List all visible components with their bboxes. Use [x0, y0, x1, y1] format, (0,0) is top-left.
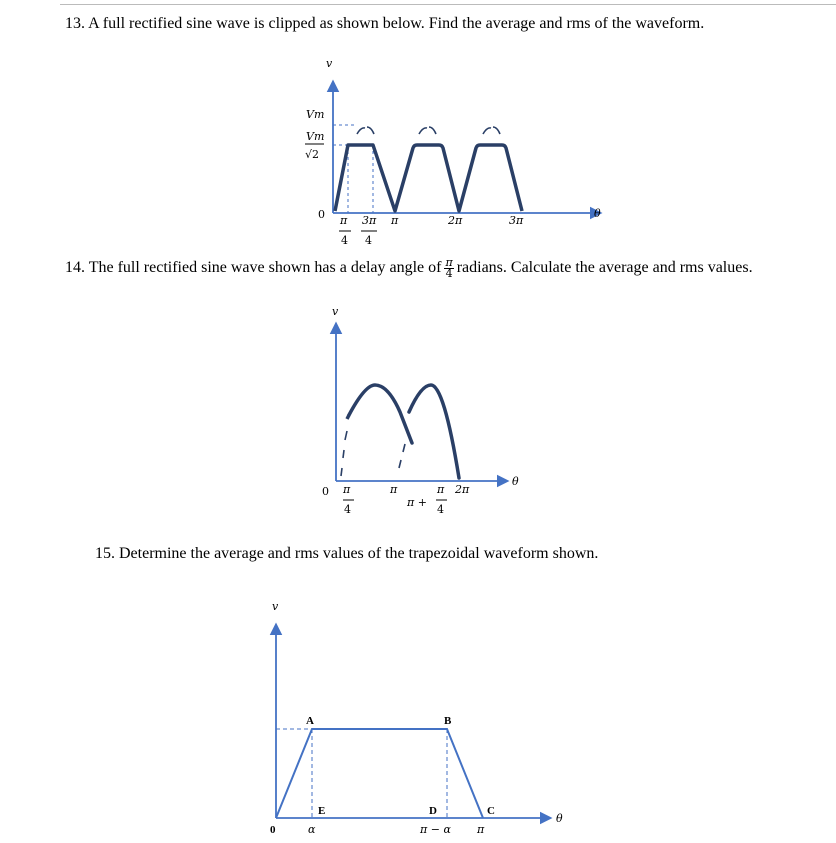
fig13-vm-sqrt-den: √2 — [305, 148, 320, 161]
figure-15 — [270, 600, 563, 836]
fig14-conducting-waveform — [349, 385, 459, 478]
fig14-pulse-start — [347, 415, 349, 419]
fig13-pi-label: π — [391, 214, 399, 227]
question-14-part1: 14. The full rectified sine wave shown has a delay angle of — [65, 259, 442, 276]
fig14-pi-label: π — [390, 483, 398, 496]
fig15-theta-label: θ — [556, 812, 563, 825]
fraction-denominator: 4 — [445, 266, 453, 280]
fig14-dashed-seg-1 — [341, 468, 342, 476]
fig15-pi-minus-alpha: π − α — [420, 823, 451, 836]
fig15-origin: 0 — [270, 824, 276, 836]
fig15-point-c: C — [487, 805, 495, 817]
fig14-pi4-den: 4 — [344, 503, 351, 516]
fig14-pi4b-den: 4 — [437, 503, 444, 516]
fig15-pi-label: π — [477, 823, 485, 836]
fig14-pi-plus: π + — [407, 496, 427, 509]
fig15-point-d: D — [429, 805, 437, 817]
fig15-point-a: A — [306, 715, 314, 727]
figure-13 — [305, 57, 601, 247]
fig13-3pi4-den: 4 — [365, 234, 372, 247]
fig13-vm-sqrt-num: Vm — [306, 130, 325, 143]
question-15-text: 15. Determine the average and rms values of the trapezoidal waveform shown. — [95, 545, 599, 562]
fig14-dashed-seg-4 — [399, 460, 401, 468]
figure-14 — [322, 305, 519, 516]
fig13-v-label: v — [326, 57, 333, 70]
fig14-pi4-num: π — [343, 483, 351, 496]
fig13-clipped-waveform — [335, 145, 522, 211]
fig14-pi4b-num: π — [437, 483, 445, 496]
fig15-alpha-label: α — [308, 823, 316, 836]
fig15-trapezoid — [276, 729, 483, 818]
fig14-dashed-seg-2 — [343, 450, 344, 458]
fig13-dashed-peak-1 — [357, 127, 374, 134]
fig13-2pi-label: 2π — [448, 214, 463, 227]
fig13-dashed-peak-2 — [419, 127, 436, 134]
fig13-3pi-label: 3π — [509, 214, 524, 227]
fig13-origin: 0 — [318, 208, 325, 221]
question-13-text: 13. A full rectified sine wave is clipped as shown below. Find the average and rms of the waveform. — [65, 15, 705, 32]
fig13-theta-label: θ — [594, 207, 601, 220]
fig14-theta-label: θ — [512, 475, 519, 488]
fig15-point-b: B — [444, 715, 452, 727]
fig13-pi4-num: π — [340, 214, 348, 227]
fig13-dashed-peak-3 — [483, 127, 500, 134]
fig14-dashed-seg-5 — [403, 444, 405, 452]
fig13-pi4-den: 4 — [341, 234, 348, 247]
fig14-2pi-label: 2π — [455, 483, 470, 496]
fig14-v-label: v — [332, 305, 339, 318]
fraction-numerator: π — [445, 255, 453, 269]
fig15-v-label: v — [272, 600, 279, 613]
question-14-part2: radians. Calculate the average and rms values. — [456, 259, 753, 276]
fig13-vm-label: Vm — [306, 108, 325, 121]
fig13-3pi4-num: 3π — [362, 214, 377, 227]
fig14-dashed-seg-3 — [345, 431, 347, 440]
fig15-point-e: E — [318, 805, 326, 817]
fig14-origin: 0 — [322, 485, 329, 498]
